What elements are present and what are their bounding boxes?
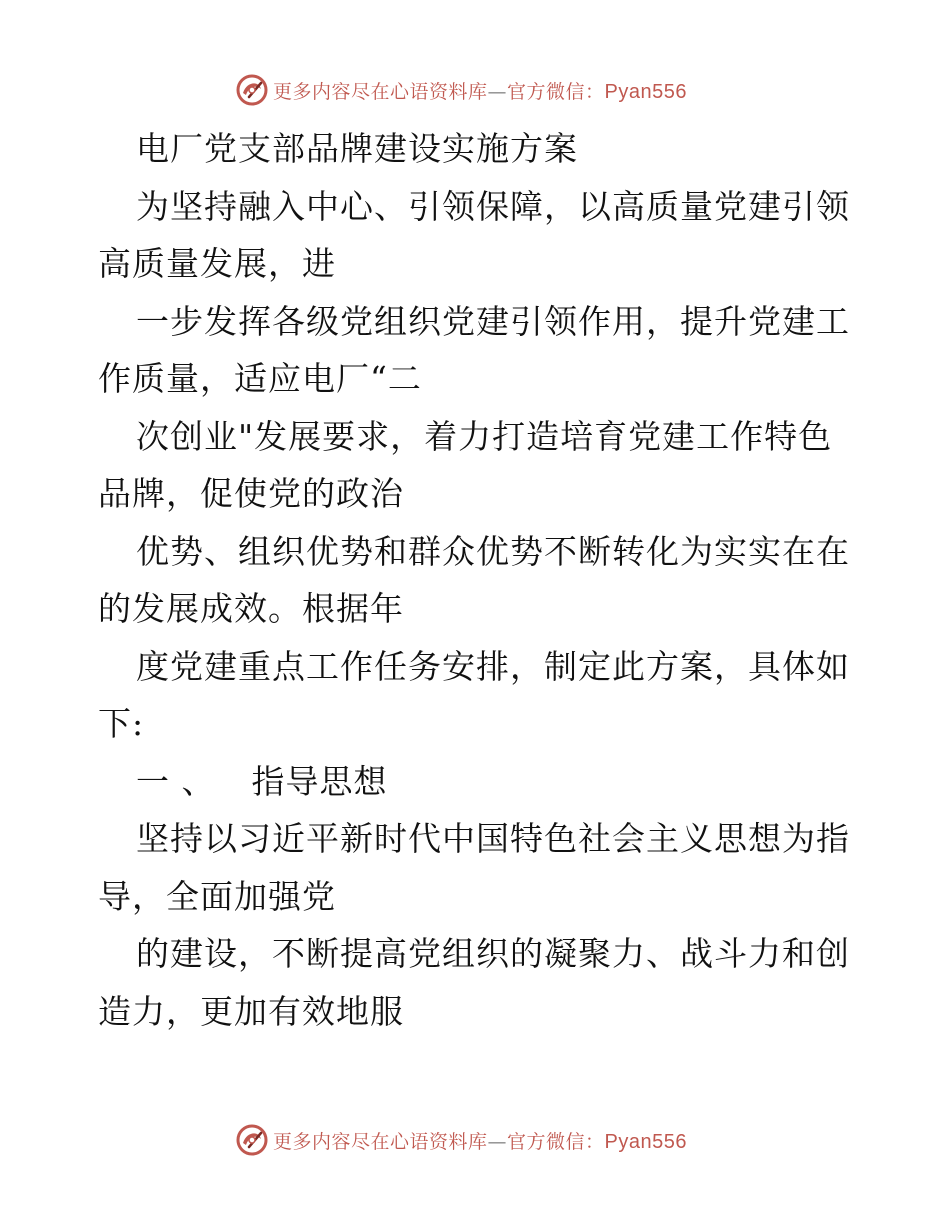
section-heading	[98, 753, 858, 811]
section-title: 指导思想	[251, 761, 388, 801]
watermark-label: 官方微信：	[507, 1130, 605, 1153]
footer-watermark	[235, 1122, 687, 1158]
paragraph-line: 的建设，不断提高党组织的凝聚力、战斗力和创	[136, 934, 850, 973]
section-number: 一 、	[136, 761, 216, 801]
paragraph-line: 为坚持融入中心、引领保障，以高质量党建引领	[136, 186, 850, 226]
watermark-label: 官方微信：	[507, 80, 605, 103]
red-swirl-logo-icon	[235, 1123, 269, 1157]
paragraph-line: 作质量，适应电厂“二	[98, 359, 422, 398]
document-body	[98, 120, 858, 1040]
document-title: 电厂党支部品牌建设实施方案	[136, 129, 578, 168]
watermark-id: Pyan556	[604, 80, 687, 103]
paragraph-line: 优势、组织优势和群众优势不断转化为实实在在	[136, 531, 850, 571]
red-swirl-logo-icon	[235, 73, 269, 107]
paragraph-line: 次创业"发展要求，着力打造培育党建工作特色	[136, 416, 833, 456]
paragraph-line: 高质量发展，进	[98, 244, 336, 283]
watermark-id: Pyan556	[604, 1130, 687, 1153]
header-watermark	[235, 72, 687, 108]
watermark-brand: 更多内容尽在心语资料库	[273, 80, 488, 103]
watermark-text	[273, 77, 687, 104]
watermark-separator: —	[487, 1130, 508, 1153]
paragraph-line: 导，全面加强党	[98, 876, 336, 916]
watermark-separator: —	[487, 80, 508, 103]
paragraph-line: 的发展成效。根据年	[98, 589, 404, 628]
paragraph-line: 一步发挥各级党组织党建引领作用，提升党建工	[136, 301, 850, 341]
paragraph-line: 造力，更加有效地服	[98, 991, 404, 1031]
paragraph-line: 坚持以习近平新时代中国特色社会主义思想为指	[136, 819, 850, 858]
watermark-brand: 更多内容尽在心语资料库	[273, 1130, 488, 1153]
paragraph-line: 品牌，促使党的政治	[98, 474, 404, 513]
paragraph-line: 度党建重点工作任务安排，制定此方案，具体如	[136, 646, 850, 686]
watermark-text	[273, 1127, 687, 1154]
paragraph-line: 下:	[98, 704, 145, 743]
